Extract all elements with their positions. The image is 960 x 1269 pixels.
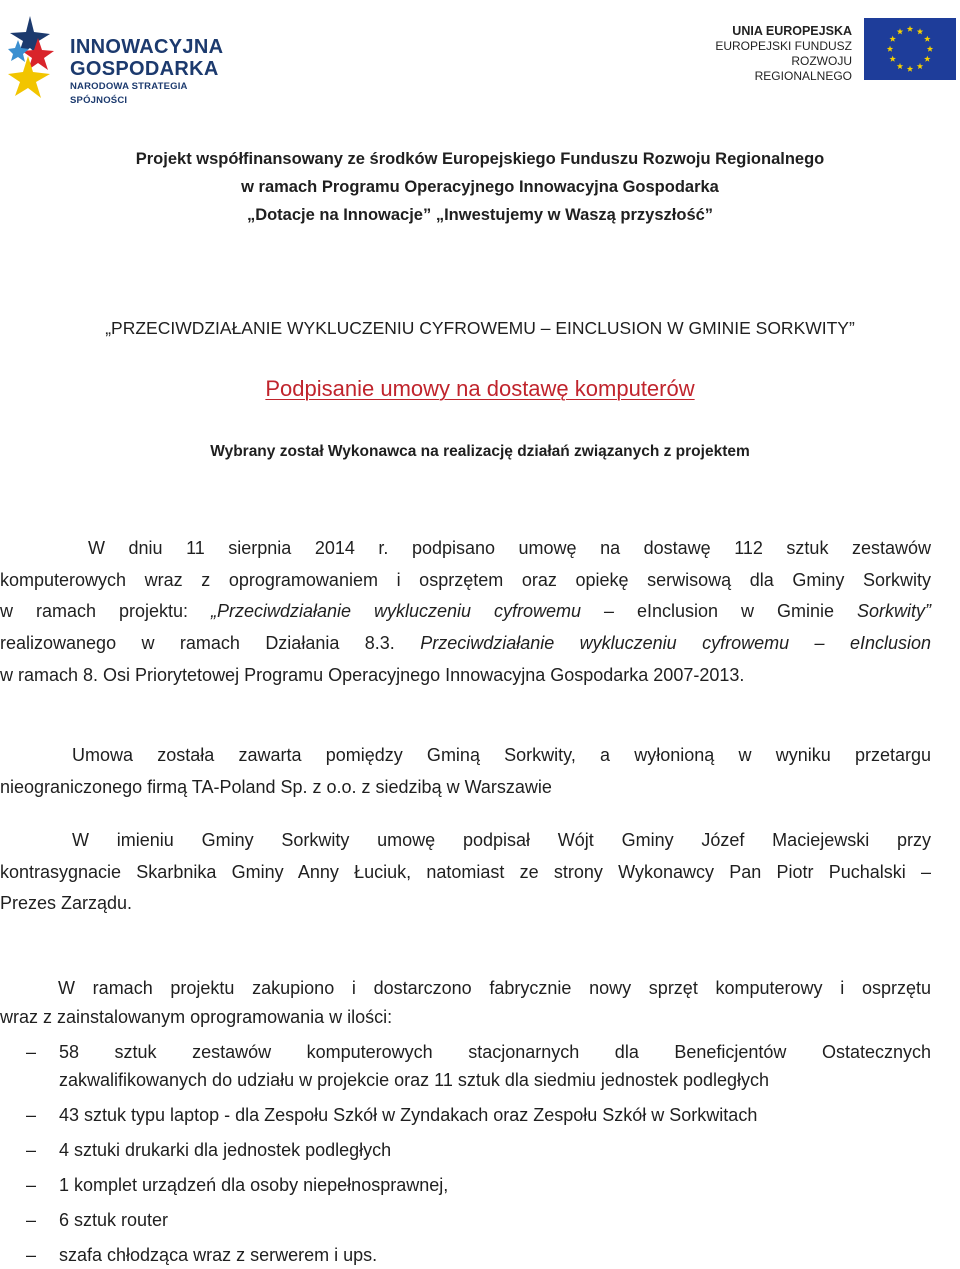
list-item	[0, 1206, 931, 1234]
eu-logo	[691, 18, 956, 83]
eu-line-fundusz: EUROPEJSKI FUNDUSZ	[715, 39, 852, 53]
header-line-1: Projekt współfinansowany ze środków Europejskiego Funduszu Rozwoju Regionalnego	[135, 150, 825, 168]
header-line-3: „Dotacje na Innowacje” „Inwestujemy w Waszą przyszłość”	[246, 206, 714, 224]
dash-bullet-icon: –	[26, 1210, 37, 1230]
p1-line3-c: eInclusion w Gminie	[637, 601, 857, 622]
p1-line4	[0, 628, 931, 660]
p1-line3	[0, 596, 931, 628]
paragraph-contract	[0, 533, 931, 692]
p3-line3: Prezes Zarządu.	[0, 893, 133, 914]
p1-line3-a: w ramach projektu:	[0, 601, 211, 622]
eu-flag-icon	[864, 18, 956, 80]
p1-line3-italic: „Przeciwdziałanie wykluczeniu cyfrowemu –	[210, 601, 637, 622]
eu-line-rozwoju: ROZWOJU REGIONALNEGO	[754, 54, 852, 83]
list-item-5: 6 sztuk router	[59, 1210, 169, 1230]
paragraph-purchases	[0, 974, 931, 1032]
project-title: „PRZECIWDZIAŁANIE WYKLUCZENIU CYFROWEMU – EINCLUSION W GMINIE SORKWITY”	[105, 318, 855, 338]
p4-line1: W ramach projektu zakupiono i dostarczono fabrycznie nowy sprzęt komputerowy i osprzętu	[58, 978, 931, 998]
dash-bullet-icon: –	[26, 1042, 37, 1062]
equipment-list	[0, 1038, 931, 1269]
star-emblem-icon	[8, 14, 68, 98]
list-item	[0, 1241, 931, 1269]
p4-line2: wraz z zainstalowanym oprogramowania w ilości:	[0, 1007, 393, 1027]
p1-line4-a: realizowanego w ramach Działania 8.3.	[0, 633, 421, 654]
paragraph-signatories	[0, 825, 931, 920]
p2-line2: nieograniczonego firmą TA-Poland Sp. z o.o. z siedzibą w Warszawie	[0, 776, 552, 797]
dash-bullet-icon: –	[26, 1140, 37, 1160]
p1-line1: W dniu 11 sierpnia 2014 r. podpisano umowę na dostawę 112 sztuk zestawów	[88, 538, 931, 558]
logo-line-innowacyjna: INNOWACYJNA	[70, 36, 224, 58]
dash-bullet-icon: –	[26, 1175, 37, 1195]
paragraph-agreement	[0, 740, 931, 803]
list-item-1-line2: zakwalifikowanych do udziału w projekcie oraz 11 sztuk dla siedmiu jednostek podległych	[59, 1070, 770, 1090]
list-item-1-line1: 58 sztuk zestawów komputerowych stacjonarnych dla Beneficjentów Ostatecznych	[59, 1042, 931, 1062]
p1-line2: komputerowych wraz z oprogramowaniem i osprzętem oraz opiekę serwisową dla Gminy Sorkwity	[0, 569, 931, 590]
logo-line-strategia: NARODOWA STRATEGIA SPÓJNOŚCI	[70, 81, 188, 106]
list-item	[0, 1171, 931, 1199]
red-title-text: Podpisanie umowy na dostawę komputerów	[265, 376, 695, 401]
list-item-4: 1 komplet urządzeń dla osoby niepełnosprawnej,	[59, 1175, 449, 1195]
p3-line2: kontrasygnacie Skarbnika Gminy Anny Łuciuk, natomiast ze strony Wykonawcy Pan Piotr Puchalski –	[0, 861, 931, 882]
dash-bullet-icon: –	[26, 1105, 37, 1125]
list-item-6: szafa chłodząca wraz z serwerem i ups.	[59, 1245, 378, 1265]
list-item-3: 4 sztuki drukarki dla jednostek podległych	[59, 1140, 392, 1160]
header-line-2: w ramach Programu Operacyjnego Innowacyjna Gospodarka	[241, 178, 719, 196]
p1-line5: w ramach 8. Osi Priorytetowej Programu Operacyjnego Innowacyjna Gospodarka 2007-2013.	[0, 664, 745, 685]
p1-line4-italic: Przeciwdziałanie wykluczeniu cyfrowemu – eInclusion	[420, 633, 931, 654]
dash-bullet-icon: –	[26, 1245, 37, 1265]
logo-line-gospodarka: GOSPODARKA	[70, 58, 219, 80]
innowacyjna-gospodarka-logo	[8, 14, 240, 106]
subtitle: Wybrany został Wykonawca na realizację działań związanych z projektem	[210, 443, 750, 460]
p2-line1: Umowa została zawarta pomiędzy Gminą Sorkwity, a wyłonioną w wyniku przetargu	[72, 745, 931, 765]
p3-line1: W imieniu Gminy Sorkwity umowę podpisał Wójt Gminy Józef Maciejewski przy	[72, 830, 931, 850]
list-item	[0, 1136, 931, 1164]
red-title	[0, 376, 960, 402]
list-item-2: 43 sztuk typu laptop - dla Zespołu Szkół w Zyndakach oraz Zespołu Szkół w Sorkwitach	[59, 1105, 758, 1125]
list-item	[0, 1101, 931, 1129]
list-item	[0, 1038, 931, 1094]
p1-line3-d: Sorkwity”	[856, 601, 931, 622]
eu-line-unia: UNIA EUROPEJSKA	[732, 24, 852, 38]
